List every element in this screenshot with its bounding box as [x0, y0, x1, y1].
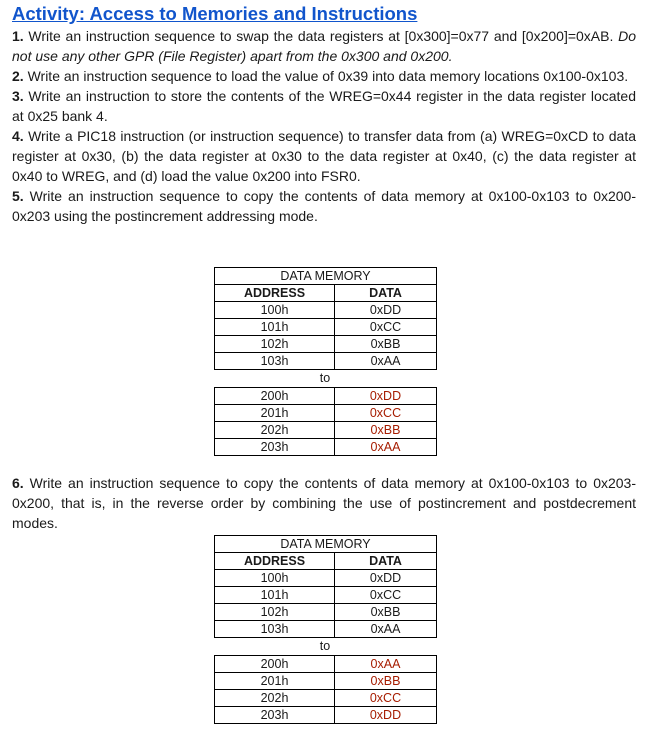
- question-1: [12, 26, 636, 66]
- document-page: [12, 0, 636, 226]
- question-4: [12, 126, 636, 186]
- address-cell: 102h: [215, 336, 335, 353]
- address-cell: 201h: [215, 673, 335, 690]
- address-cell: 203h: [215, 707, 335, 724]
- address-cell: 203h: [215, 439, 335, 456]
- to-label: to: [319, 639, 331, 653]
- data-cell: 0xDD: [335, 570, 437, 587]
- question-6: [12, 473, 636, 533]
- table-row: [215, 604, 437, 621]
- question-2-text: Write an instruction sequence to load the value of 0x39 into data memory locations 0x100-0x103.: [23, 68, 629, 84]
- address-cell: 102h: [215, 604, 335, 621]
- memory-table-2-destination: [214, 655, 437, 724]
- page-title[interactable]: Activity: Access to Memories and Instructions: [12, 3, 418, 24]
- data-cell: 0xBB: [335, 673, 437, 690]
- column-header-address: ADDRESS: [215, 285, 335, 302]
- table-row: [215, 673, 437, 690]
- data-cell: 0xCC: [335, 405, 437, 422]
- question-3: [12, 86, 636, 126]
- memory-table-2: [214, 535, 436, 724]
- data-cell: 0xDD: [335, 388, 437, 405]
- question-1-note: Do not use any other GPR (File Register) apart from the 0x300 and 0x200.: [12, 28, 636, 64]
- table-row: [215, 353, 437, 370]
- column-header-address: ADDRESS: [215, 553, 335, 570]
- data-cell: 0xBB: [335, 604, 437, 621]
- question-6-text: Write an instruction sequence to copy the contents of data memory at 0x100-0x103 to 0x203-0x200, that is, in the reverse order by combining the use of postincrement and postdecrement modes.: [12, 475, 636, 531]
- question-3-text: Write an instruction to store the contents of the WREG=0x44 register in the data register located at 0x25 bank 4.: [12, 88, 636, 124]
- address-cell: 103h: [215, 621, 335, 638]
- question-4-number: 4.: [12, 128, 24, 144]
- address-cell: 200h: [215, 388, 335, 405]
- address-cell: 100h: [215, 302, 335, 319]
- question-6-number: 6.: [12, 475, 24, 491]
- question-5-number: 5.: [12, 188, 24, 204]
- question-6-block: [12, 473, 636, 533]
- table-row: [215, 656, 437, 673]
- address-cell: 201h: [215, 405, 335, 422]
- data-cell: 0xDD: [335, 302, 437, 319]
- address-cell: 100h: [215, 570, 335, 587]
- address-cell: 103h: [215, 353, 335, 370]
- data-cell: 0xDD: [335, 707, 437, 724]
- address-cell: 202h: [215, 422, 335, 439]
- to-label: to: [319, 371, 331, 385]
- question-2: [12, 66, 636, 86]
- column-header-data: DATA: [335, 553, 437, 570]
- question-1-text: Write an instruction sequence to swap the data registers at [0x300]=0x77 and [0x200]=0xAB.: [23, 28, 619, 44]
- table-row: [215, 319, 437, 336]
- question-2-number: 2.: [12, 68, 24, 84]
- data-cell: 0xCC: [335, 319, 437, 336]
- question-5: [12, 186, 636, 226]
- table-row: [215, 707, 437, 724]
- column-header-data: DATA: [335, 285, 437, 302]
- memory-table-caption: DATA MEMORY: [215, 536, 437, 553]
- question-1-number: 1.: [12, 28, 24, 44]
- table-row: [215, 422, 437, 439]
- table-row: [215, 587, 437, 604]
- table-row: [215, 405, 437, 422]
- table-row: [215, 690, 437, 707]
- data-cell: 0xCC: [335, 587, 437, 604]
- table-row: [215, 388, 437, 405]
- data-cell: 0xAA: [335, 353, 437, 370]
- question-4-text: Write a PIC18 instruction (or instruction sequence) to transfer data from (a) WREG=0xCD to data register at 0x30, (b) the data register at 0x30 to the data register at 0x40, (c) the data register at 0x40 to WREG, and (d) load the value 0x200 into FSR0.: [12, 128, 636, 184]
- data-cell: 0xAA: [335, 439, 437, 456]
- address-cell: 101h: [215, 319, 335, 336]
- table-row: [215, 439, 437, 456]
- data-cell: 0xAA: [335, 656, 437, 673]
- data-cell: 0xBB: [335, 422, 437, 439]
- memory-table-1: [214, 267, 436, 456]
- address-cell: 200h: [215, 656, 335, 673]
- address-cell: 202h: [215, 690, 335, 707]
- table-row: [215, 621, 437, 638]
- memory-table-caption: DATA MEMORY: [215, 268, 437, 285]
- data-cell: 0xCC: [335, 690, 437, 707]
- memory-table-1-destination: [214, 387, 437, 456]
- table-row: [215, 336, 437, 353]
- memory-table-2-source: [214, 535, 437, 638]
- address-cell: 101h: [215, 587, 335, 604]
- data-cell: 0xAA: [335, 621, 437, 638]
- memory-table-1-source: [214, 267, 437, 370]
- data-cell: 0xBB: [335, 336, 437, 353]
- question-5-text: Write an instruction sequence to copy the contents of data memory at 0x100-0x103 to 0x200-0x203 using the postincrement addressing mode.: [12, 188, 636, 224]
- table-row: [215, 302, 437, 319]
- table-row: [215, 570, 437, 587]
- question-3-number: 3.: [12, 88, 24, 104]
